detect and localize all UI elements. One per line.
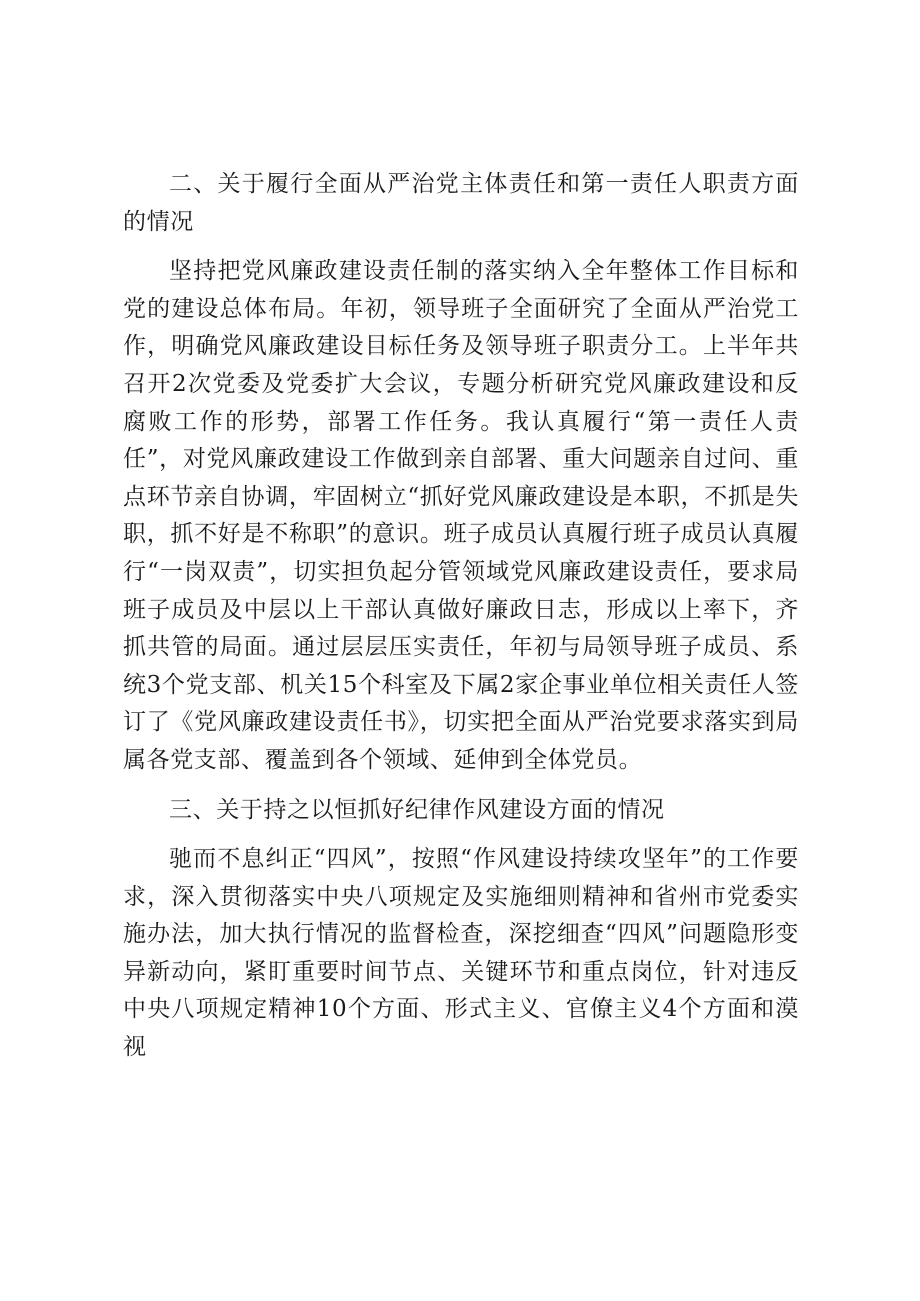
section-heading-3: 三、关于持之以恒抓好纪律作风建设方面的情况 bbox=[169, 796, 665, 823]
section-heading-2: 二、关于履行全面从严治党主体责任和第一责任人职责方面的情况 bbox=[123, 171, 799, 235]
document-body bbox=[123, 166, 799, 1067]
section-body-2: 坚持把党风廉政建设责任制的落实纳入全年整体工作目标和党的建设总体布局。年初，领导班子全面研究了全面从严治党工作，明确党风廉政建设目标任务及领导班子职责分工。上半年共召开2次党委及党委扩大会议，专题分析研究党风廉政建设和反腐败工作的形势，部署工作任务。我认真履行“第一责任人责任”，对党风廉政建设工作做到亲自部署、重大问题亲自过问、重点环节亲自协调，牢固树立“抓好党风廉政建设是本职，不抓是失职，抓不好是不称职”的意识。班子成员认真履行班子成员认真履行“一岗双责”，切实担负起分管领域党风廉政建设责任，要求局班子成员及中层以上干部认真做好廉政日志，形成以上率下，齐抓共管的局面。通过层层压实责任，年初与局领导班子成员、系统3个党支部、机关15个科室及下属2家企事业单位相关责任人签订了《党风廉政建设责任书》，切实把全面从严治党要求落实到局属各党支部、覆盖到各个领域、延伸到全体党员。 bbox=[123, 258, 799, 773]
section-body-3: 驰而不息纠正“四风”，按照“作风建设持续攻坚年”的工作要求，深入贯彻落实中央八项规定及实施细则精神和省州市党委实施办法，加大执行情况的监督检查，深挖细查“四风”问题隐形变异新动向，紧盯重要时间节点、关键环节和重点岗位，针对违反中央八项规定精神10个方面、形式主义、官僚主义4个方面和漠视 bbox=[123, 846, 799, 1061]
